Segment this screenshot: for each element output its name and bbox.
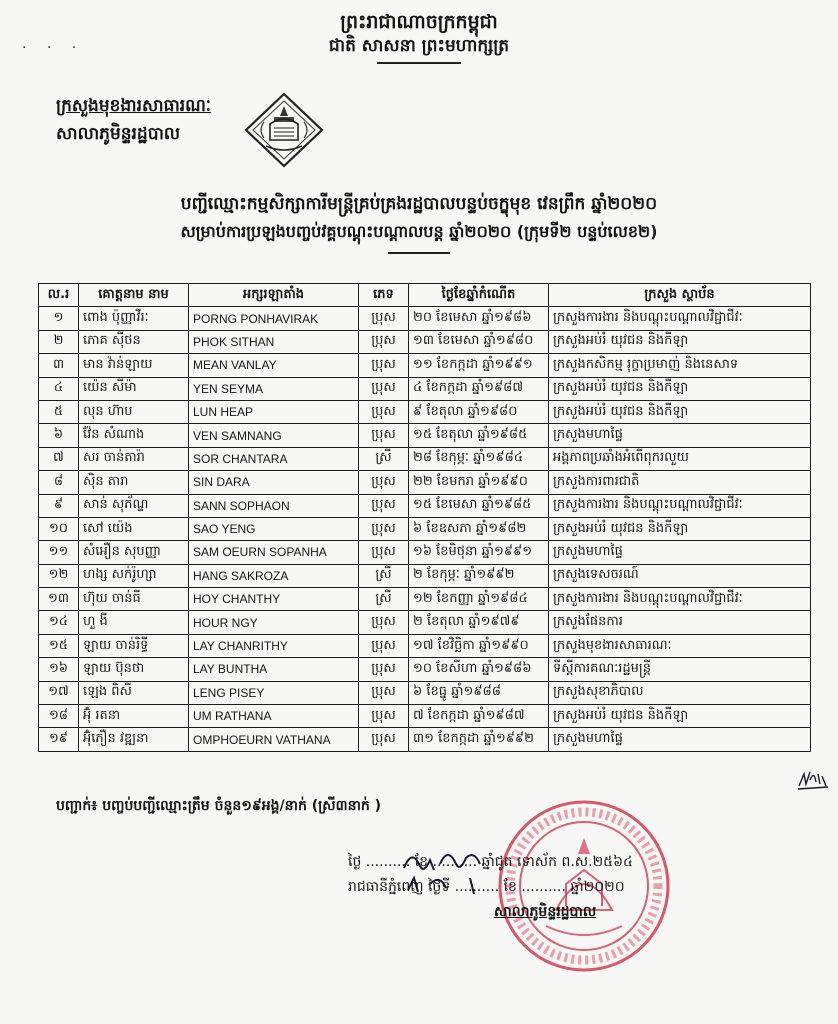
gregorian-date-line: រាជធានីភ្នំពេញ ថ្ងៃទី .......... ខែ .......... ឆ្នាំ២០២០: [348, 879, 625, 895]
cell-latin-name: SIN DARA: [189, 471, 359, 494]
kingdom-motto: ជាតិ សាសនា ព្រះមហាក្សត្រ: [328, 36, 510, 56]
candidate-table: [38, 283, 811, 752]
cell-number: ១៨: [39, 705, 79, 728]
header-divider: [377, 62, 461, 64]
cell-birth-date: ២២ ខែមករា ឆ្នាំ១៩៩០: [409, 471, 549, 494]
date-and-signature-block: [348, 850, 633, 925]
cell-latin-name: MEAN VANLAY: [189, 354, 359, 377]
column-header-ministry: ក្រសួង ស្ថាប័ន: [549, 284, 811, 307]
cell-number: ១៧: [39, 681, 79, 704]
table-row: [39, 354, 811, 377]
cell-khmer-name: សៅ យ៉េង: [79, 517, 189, 540]
cell-khmer-name: ស៊ិន តារា: [79, 471, 189, 494]
table-row: [39, 494, 811, 517]
cell-ministry: ក្រសួងមហាផ្ទៃ: [549, 728, 811, 751]
cell-latin-name: SOR CHANTARA: [189, 447, 359, 470]
title-line-2: សម្រាប់ការប្រឡងបញ្ចប់វគ្គបណ្តុះបណ្តាលបន្ត ឆ្នាំ២០២០ (ក្រុមទី២ បន្ទប់លេខ២): [180, 222, 658, 241]
cell-birth-date: ៦ ខែឧសភា ឆ្នាំ១៩៨២: [409, 517, 549, 540]
cell-khmer-name: អ៊ុំភឿន វឌ្ឍនា: [79, 728, 189, 751]
cell-number: ៧: [39, 447, 79, 470]
cell-number: ១៩: [39, 728, 79, 751]
cell-ministry: ក្រសួងមុខងារសាធារណៈ: [549, 634, 811, 657]
cell-ministry: ទីស្តីការគណៈរដ្ឋមន្ត្រី: [549, 658, 811, 681]
cell-birth-date: ១៣ ខែមេសា ឆ្នាំ១៩៨០: [409, 330, 549, 353]
cell-ministry: ក្រសួងអប់រំ យុវជន និងកីឡា: [549, 377, 811, 400]
cell-birth-date: ១៥ ខែមេសា ឆ្នាំ១៩៨៥: [409, 494, 549, 517]
cell-khmer-name: ឡាយ ចាន់រិទ្ធី: [79, 634, 189, 657]
cell-latin-name: PORNG PONHAVIRAK: [189, 307, 359, 330]
table-row: [39, 330, 811, 353]
table-row: [39, 658, 811, 681]
kingdom-header: [0, 10, 838, 64]
cell-number: ១៦: [39, 658, 79, 681]
cell-khmer-name: ហួ ងី: [79, 611, 189, 634]
cell-number: ៥: [39, 400, 79, 423]
cell-khmer-name: ហ៊ុយ ចាន់ធី: [79, 588, 189, 611]
summary-note: បញ្ជាក់៖ បញ្ចប់បញ្ជីឈ្មោះត្រឹម ចំនួន១៩អង្គ/នាក់ (ស្រី៣នាក់ ): [56, 798, 382, 814]
cell-sex: ប្រុស: [359, 611, 409, 634]
cell-ministry: អង្គភាពប្រឆាំងអំពើពុករលួយ: [549, 447, 811, 470]
cell-khmer-name: យ៉េន សីម៉ា: [79, 377, 189, 400]
cell-sex: ប្រុស: [359, 494, 409, 517]
table-row: [39, 377, 811, 400]
cell-ministry: ក្រសួងការងារ និងបណ្តុះបណ្តាលវិជ្ជាជីវៈ: [549, 494, 811, 517]
cell-ministry: ក្រសួងកសិកម្ម រុក្ខាប្រមាញ់ និងនេសាទ: [549, 354, 811, 377]
cell-latin-name: SAM OEURN SOPANHA: [189, 541, 359, 564]
table-row: [39, 471, 811, 494]
cell-khmer-name: សរ ចាន់តារ៉ា: [79, 447, 189, 470]
column-header-sex: ភេទ: [359, 284, 409, 307]
cell-ministry: ក្រសួងផែនការ: [549, 611, 811, 634]
cell-sex: ស្រី: [359, 447, 409, 470]
cell-sex: ប្រុស: [359, 517, 409, 540]
cell-latin-name: HANG SAKROZA: [189, 564, 359, 587]
cell-number: ១៤: [39, 611, 79, 634]
cell-sex: ស្រី: [359, 588, 409, 611]
cell-birth-date: ១១ ខែកក្កដា ឆ្នាំ១៩៩១: [409, 354, 549, 377]
cell-latin-name: SAO YENG: [189, 517, 359, 540]
cell-birth-date: ៤ ខែកក្កដា ឆ្នាំ១៩៨៧: [409, 377, 549, 400]
cell-latin-name: VEN SAMNANG: [189, 424, 359, 447]
cell-number: ១៣: [39, 588, 79, 611]
cell-sex: ប្រុស: [359, 471, 409, 494]
cell-sex: ស្រី: [359, 564, 409, 587]
cell-khmer-name: ឡាយ ប៊ុនថា: [79, 658, 189, 681]
cell-sex: ប្រុស: [359, 728, 409, 751]
cell-khmer-name: សំអឿន សុបញ្ញា: [79, 541, 189, 564]
cell-latin-name: UM RATHANA: [189, 705, 359, 728]
cell-number: ១២: [39, 564, 79, 587]
cell-number: ៦: [39, 424, 79, 447]
cell-sex: ប្រុស: [359, 307, 409, 330]
scan-specks: · · ·: [22, 40, 85, 56]
cell-khmer-name: លុន ហ៊ាប: [79, 400, 189, 423]
issuing-authority: [56, 92, 211, 148]
cell-number: ១០: [39, 517, 79, 540]
column-header-birth-date: ថ្ងៃខែឆ្នាំកំណើត: [409, 284, 549, 307]
cell-number: ៣: [39, 354, 79, 377]
table-row: [39, 611, 811, 634]
cell-latin-name: LAY BUNTHA: [189, 658, 359, 681]
cell-birth-date: ៧ ខែកក្កដា ឆ្នាំ១៩៨៧: [409, 705, 549, 728]
cell-birth-date: ៩ ខែតុលា ឆ្នាំ១៩៨០: [409, 400, 549, 423]
cell-khmer-name: សាន់ សុភ័ណ្ឌ: [79, 494, 189, 517]
table-row: [39, 634, 811, 657]
cell-ministry: ក្រសួងអប់រំ យុវជន និងកីឡា: [549, 517, 811, 540]
cell-birth-date: ១៧ ខែវិច្ឆិកា ឆ្នាំ១៩៩០: [409, 634, 549, 657]
cell-sex: ប្រុស: [359, 330, 409, 353]
cell-number: ២: [39, 330, 79, 353]
table-body: [39, 307, 811, 751]
cell-ministry: ក្រសួងសុខាភិបាល: [549, 681, 811, 704]
cell-birth-date: ១៦ ខែមិថុនា ឆ្នាំ១៩៩១: [409, 541, 549, 564]
table-row: [39, 541, 811, 564]
cell-sex: ប្រុស: [359, 658, 409, 681]
cell-number: ៨: [39, 471, 79, 494]
cell-birth-date: ៣១ ខែកក្កដា ឆ្នាំ១៩៩២: [409, 728, 549, 751]
lunar-date-line: ថ្ងៃ .......... ខែ .......... ឆ្នាំជូត ទោស័ក ព.ស.២៥៦៤: [348, 854, 633, 870]
cell-sex: ប្រុស: [359, 705, 409, 728]
table-row: [39, 424, 811, 447]
cell-sex: ប្រុស: [359, 354, 409, 377]
kingdom-name: ព្រះរាជាណាចក្រកម្ពុជា: [340, 11, 498, 33]
table-row: [39, 681, 811, 704]
cell-number: ១១: [39, 541, 79, 564]
cell-latin-name: LAY CHANRITHY: [189, 634, 359, 657]
cell-birth-date: ៦ ខែធ្នូ ឆ្នាំ១៩៨៨: [409, 681, 549, 704]
cell-sex: ប្រុស: [359, 681, 409, 704]
cell-birth-date: ១០ ខែសីហា ឆ្នាំ១៩៨៦: [409, 658, 549, 681]
column-header-number: ល.រ: [39, 284, 79, 307]
signatory-institution: សាលាភូមិន្ទរដ្ឋបាល: [494, 904, 597, 920]
cell-latin-name: HOY CHANTHY: [189, 588, 359, 611]
cell-ministry: ក្រសួងមហាផ្ទៃ: [549, 541, 811, 564]
cell-khmer-name: ពោង ប៉ុញ្ញាវីរៈ: [79, 307, 189, 330]
cell-latin-name: PHOK SITHAN: [189, 330, 359, 353]
cell-latin-name: SANN SOPHAON: [189, 494, 359, 517]
cell-sex: ប្រុស: [359, 634, 409, 657]
cell-khmer-name: ភោគ ស៊ីថន: [79, 330, 189, 353]
table-header-row: [39, 284, 811, 307]
cell-birth-date: ១២ ខែកញ្ញា ឆ្នាំ១៩៨៤: [409, 588, 549, 611]
cell-khmer-name: វ៉ែន សំណាង: [79, 424, 189, 447]
table-row: [39, 307, 811, 330]
table-row: [39, 400, 811, 423]
school-emblem-logo: [244, 92, 324, 168]
cell-latin-name: LUN HEAP: [189, 400, 359, 423]
cell-ministry: ក្រសួងទេសចរណ៍: [549, 564, 811, 587]
document-title: [0, 190, 838, 254]
cell-ministry: ក្រសួងការងារ និងបណ្តុះបណ្តាលវិជ្ជាជីវៈ: [549, 588, 811, 611]
handwritten-initial: [796, 768, 830, 792]
cell-birth-date: ២ ខែតុលា ឆ្នាំ១៩៧៩: [409, 611, 549, 634]
table-row: [39, 447, 811, 470]
cell-ministry: ក្រសួងការងារ និងបណ្តុះបណ្តាលវិជ្ជាជីវៈ: [549, 307, 811, 330]
cell-ministry: ក្រសួងអប់រំ យុវជន និងកីឡា: [549, 400, 811, 423]
cell-latin-name: YEN SEYMA: [189, 377, 359, 400]
cell-sex: ប្រុស: [359, 541, 409, 564]
cell-khmer-name: ឡេង ពិសី: [79, 681, 189, 704]
cell-ministry: ក្រសួងមហាផ្ទៃ: [549, 424, 811, 447]
cell-khmer-name: ហង្ស សក់រ៉ូហ្សា: [79, 564, 189, 587]
table-row: [39, 728, 811, 751]
table-row: [39, 564, 811, 587]
cell-khmer-name: មាន វ៉ាន់ឡាយ: [79, 354, 189, 377]
table-row: [39, 705, 811, 728]
cell-latin-name: HOUR NGY: [189, 611, 359, 634]
cell-ministry: ក្រសួងអប់រំ យុវជន និងកីឡា: [549, 330, 811, 353]
column-header-latin-name: អក្សរឡាតាំង: [189, 284, 359, 307]
cell-birth-date: ២០ ខែមេសា ឆ្នាំ១៩៨៦: [409, 307, 549, 330]
cell-latin-name: LENG PISEY: [189, 681, 359, 704]
table-row: [39, 517, 811, 540]
cell-sex: ប្រុស: [359, 377, 409, 400]
title-divider: [388, 252, 450, 254]
table-row: [39, 588, 811, 611]
school-name: សាលាភូមិន្ទរដ្ឋបាល: [56, 124, 181, 144]
cell-ministry: ក្រសួងអប់រំ យុវជន និងកីឡា: [549, 705, 811, 728]
title-line-1: បញ្ជីឈ្មោះកម្មសិក្សាការីមន្ត្រីគ្រប់គ្រងរដ្ឋបាលបន្ទប់ចក្ខុមុខ វេនព្រឹក ឆ្នាំ២០២០: [180, 194, 658, 214]
cell-number: ១: [39, 307, 79, 330]
cell-sex: ប្រុស: [359, 400, 409, 423]
cell-birth-date: ២៨ ខែកុម្ភៈ ឆ្នាំ១៩៨៤: [409, 447, 549, 470]
ministry-name: ក្រសួងមុខងារសាធារណៈ: [56, 96, 212, 116]
cell-number: ៤: [39, 377, 79, 400]
cell-ministry: ក្រសួងការពារជាតិ: [549, 471, 811, 494]
cell-latin-name: OMPHOEURN VATHANA: [189, 728, 359, 751]
cell-number: ១៥: [39, 634, 79, 657]
cell-birth-date: ២ ខែកុម្ភៈ ឆ្នាំ១៩៩២: [409, 564, 549, 587]
cell-number: ៩: [39, 494, 79, 517]
cell-khmer-name: អ៊ុំ រតនា: [79, 705, 189, 728]
cell-birth-date: ១៥ ខែតុលា ឆ្នាំ១៩៨៥: [409, 424, 549, 447]
column-header-khmer-name: គោត្តនាម នាម: [79, 284, 189, 307]
cell-sex: ប្រុស: [359, 424, 409, 447]
